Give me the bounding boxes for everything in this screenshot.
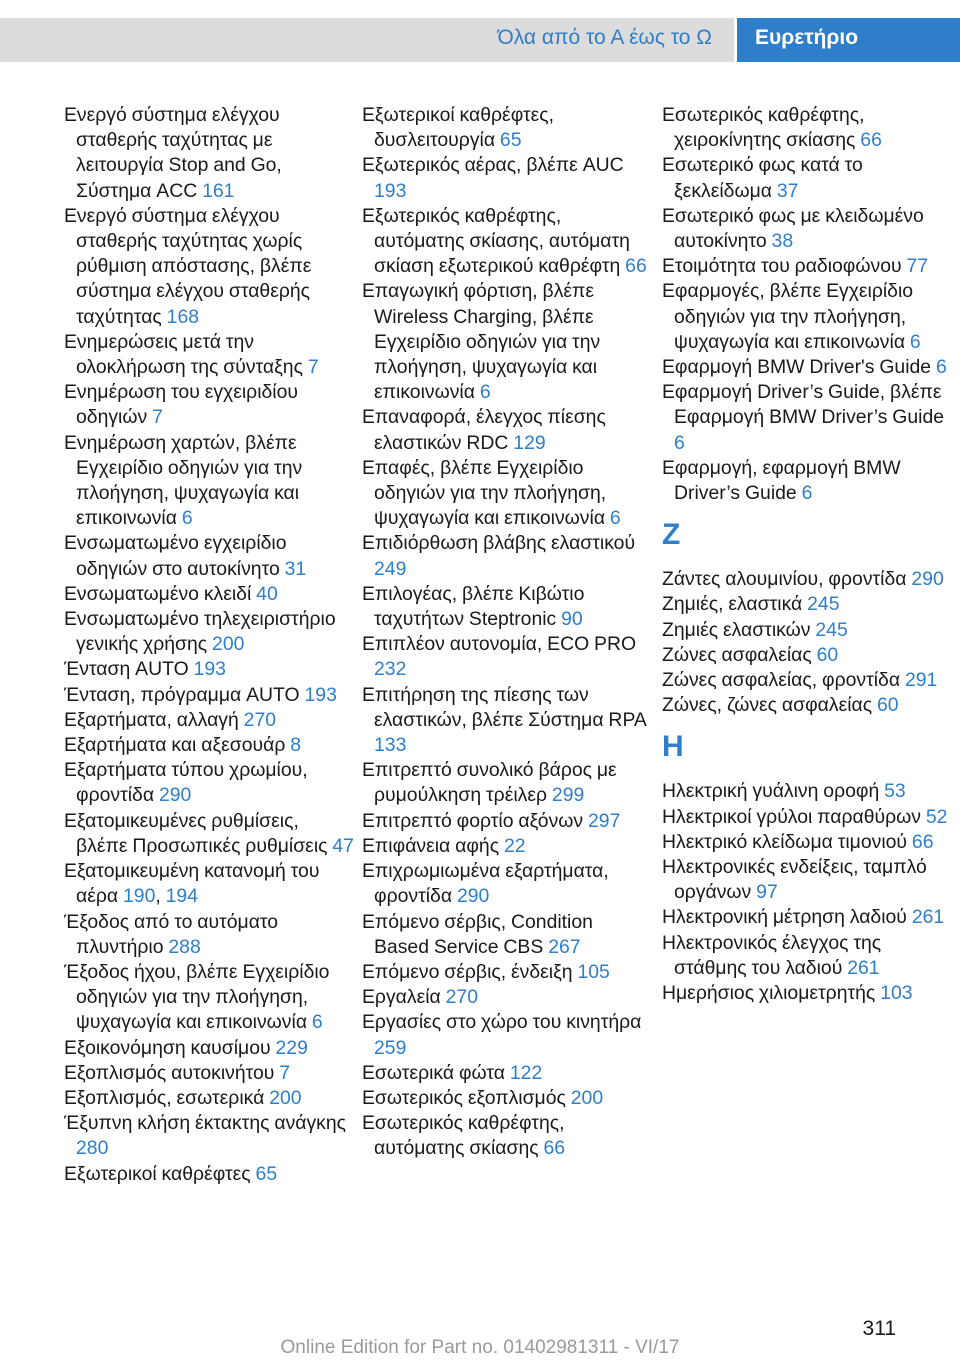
index-entry (662, 830, 952, 855)
index-entry-text: Εφαρμογή, εφαρμογή BMW Driver’s Guide (662, 456, 901, 505)
page-link[interactable]: 190 (123, 885, 156, 908)
page-link[interactable]: 65 (499, 129, 522, 152)
page-link[interactable]: 66 (911, 830, 934, 853)
index-entry-text: Επαναφορά, έλεγχος πίεσης ελαστικών RDC (362, 406, 606, 454)
page-link[interactable]: 200 (570, 1086, 604, 1109)
page-link[interactable]: 168 (166, 305, 200, 328)
index-entry (362, 1111, 652, 1161)
index-entry (362, 204, 652, 280)
page-link[interactable]: 52 (925, 805, 948, 828)
page-link[interactable]: 290 (456, 885, 490, 908)
page-link[interactable]: 193 (304, 683, 337, 706)
index-entry-text: Επαφές, βλέπε Εγχειρίδιο οδηγιών για την πλοήγηση, ψυχαγωγία και επικοινωνία (362, 456, 607, 530)
index-entry (662, 592, 952, 617)
index-entry: Εξατομικευμένη κατανομή του αέρα 190, 194 (64, 860, 320, 908)
index-entry (662, 103, 952, 153)
index-column-2 (362, 103, 652, 1162)
page-link[interactable]: 280 (76, 1137, 109, 1160)
index-entry (64, 1111, 354, 1161)
page-link[interactable]: 245 (815, 618, 848, 641)
page-link[interactable]: 193 (374, 179, 407, 202)
index-entry (662, 693, 952, 718)
index-entry (362, 910, 652, 960)
page-link[interactable]: 6 (909, 330, 921, 353)
page-link[interactable]: 6 (311, 1011, 323, 1034)
index-entry-text: Επιλογέας, βλέπε Κιβώτιο ταχυτήτων Steptronic (362, 582, 585, 631)
index-entry-text: Εξωτερικοί καθρέφτες (64, 1162, 251, 1185)
index-entry-text: Επόμενο σέρβις, Condition Based Service CBS (362, 910, 593, 958)
page-link[interactable]: 299 (551, 784, 585, 807)
page-link[interactable]: 6 (801, 482, 813, 505)
index-entry (64, 204, 354, 330)
index-entry (64, 330, 354, 380)
index-entry (362, 405, 652, 455)
index-entry-text: Ζώνες ασφαλείας (662, 643, 812, 666)
index-entry-text: Έξυπνη κλήση έκτακτης ανάγκης (64, 1112, 346, 1135)
page-link[interactable]: 267 (548, 935, 581, 958)
index-entry-text: Επαγωγική φόρτιση, βλέπε Wireless Charging, βλέπε Εγχειρίδιο οδηγιών για την πλοήγηση, ψυχαγωγία και επικοινωνία (362, 280, 601, 404)
index-entry (662, 355, 952, 380)
page-link[interactable]: 7 (307, 356, 319, 379)
page-link[interactable]: 6 (181, 507, 193, 530)
index-entry-text: Ενεργό σύστημα ελέγχου σταθερής ταχύτητας χωρίς ρύθμιση απόστασης, βλέπε σύστημα ελέγχου σταθερής ταχύτητας (64, 204, 312, 328)
page-link[interactable]: 65 (255, 1162, 278, 1185)
index-entry-text: Ζώνες ασφαλείας, φροντίδα (662, 669, 901, 692)
page-link[interactable]: 129 (513, 431, 546, 454)
index-entry (662, 931, 952, 981)
index-entry (662, 153, 952, 203)
section-tab-label: Όλα από το Α έως το Ω (497, 26, 712, 49)
page-link[interactable]: 7 (279, 1061, 291, 1084)
index-entry-text: Ζημιές ελαστικών (662, 618, 811, 641)
index-entry-text: Ενημέρωση χαρτών, βλέπε Εγχειρίδιο οδηγιών για την πλοήγηση, ψυχαγωγία και επικοινωνία (64, 431, 303, 530)
index-letter-heading: Ζ (662, 518, 681, 552)
index-entry (662, 567, 952, 592)
index-entry (64, 1162, 354, 1187)
index-entry (64, 103, 354, 204)
page-link[interactable]: 291 (904, 669, 938, 692)
index-entry-text: Ετοιμότητα του ραδιοφώνου (662, 255, 902, 278)
index-entry-text: Εξατομικευμένη κατανομή του αέρα (64, 860, 320, 908)
index-entry-text: Εσωτερικός καθρέφτης, χειροκίνητης σκίασης (662, 104, 865, 152)
index-entry (662, 254, 952, 279)
index-entry-text: Ηλεκτρικοί γρύλοι παραθύρων (662, 805, 921, 828)
index-entry-text: Εφαρμογή BMW Driver's Guide (662, 356, 932, 379)
index-entry-text: Εφαρμογές, βλέπε Εγχειρίδιο οδηγιών για την πλοήγηση, ψυχαγωγία και επικοινωνία (662, 280, 914, 353)
index-entry-text: Εξατομικευμένες ρυθμίσεις, βλέπε Προσωπικές ρυθμίσεις (64, 809, 328, 857)
page-link[interactable]: 37 (776, 179, 799, 202)
index-entry (64, 809, 354, 859)
page-link[interactable]: 229 (275, 1036, 308, 1059)
index-entry (64, 1086, 354, 1111)
index-entry (662, 380, 952, 456)
footer-edition: Online Edition for Part no. 01402981311 - VI/17 (280, 1337, 680, 1358)
index-entry-text: Εξωτερικοί καθρέφτες, δυσλειτουργία (362, 104, 555, 152)
index-entry-text: Εξοικονόμηση καυσίμου (64, 1036, 271, 1059)
index-entry-text: Εσωτερικός καθρέφτης, αυτόματης σκίασης (362, 1112, 565, 1160)
page-link[interactable]: 60 (816, 643, 839, 666)
index-entry-text: Ζάντες αλουμινίου, φροντίδα (662, 568, 907, 591)
page-link[interactable]: 53 (884, 780, 906, 803)
index-entry (362, 582, 652, 632)
page-link[interactable]: 66 (543, 1137, 566, 1160)
page-link[interactable]: 47 (332, 834, 354, 857)
page-link[interactable]: 270 (243, 708, 277, 731)
index-entry-text: Ηλεκτρονικές ενδείξεις, ταμπλό οργάνων (662, 856, 927, 904)
index-entry-text: Εργασίες στο χώρο του κινητήρα (362, 1011, 642, 1034)
page-link[interactable]: 200 (212, 633, 245, 656)
index-entry (662, 855, 952, 905)
index-entry-text: Εξοπλισμός, εσωτερικά (64, 1086, 265, 1109)
index-entry-text: Εξαρτήματα τύπου χρωμίου, φροντίδα (64, 759, 308, 807)
index-entry (64, 380, 354, 430)
index-entry (662, 618, 952, 643)
index-entry-text: Ημερήσιος χιλιομετρητής (662, 982, 876, 1005)
index-entry (64, 531, 354, 581)
index-entry (662, 981, 952, 1006)
index-entry (64, 431, 354, 532)
page-link[interactable]: 90 (561, 608, 583, 631)
page-link[interactable]: 97 (756, 881, 778, 904)
index-entry (64, 758, 354, 808)
index-entry-text: Εξοπλισμός αυτοκινήτου (64, 1061, 275, 1084)
index-entry (662, 779, 952, 804)
page-header (0, 0, 960, 62)
index-entry (362, 279, 652, 405)
page-link[interactable]: 60 (876, 694, 899, 717)
index-entry-text: Ένταση AUTO (64, 658, 189, 681)
index-entry-text: Εσωτερικά φώτα (362, 1061, 505, 1084)
index-entry (362, 758, 652, 808)
index-entry-text: Εφαρμογή Driver’s Guide, βλέπε Εφαρμογή BMW Driver’s Guide (662, 381, 945, 429)
index-entry-text: Ενσωματωμένο κλειδί (64, 582, 252, 605)
page-link[interactable]: 259 (374, 1036, 407, 1059)
index-entry-text: Επιδιόρθωση βλάβης ελαστικού (362, 532, 636, 555)
index-entry (362, 456, 652, 532)
index-entry (64, 910, 354, 960)
index-entry (362, 859, 652, 909)
index-entry-text: Ενσωματωμένο εγχειρίδιο οδηγιών στο αυτοκίνητο (64, 532, 287, 580)
page-link[interactable]: 232 (374, 658, 407, 681)
index-entry-text: Ηλεκτρική γυάλινη οροφή (662, 780, 880, 803)
index-entry-text: Επόμενο σέρβις, ένδειξη (362, 960, 573, 983)
index-entry-text: Ζημιές, ελαστικά (662, 593, 803, 616)
index-entry (662, 668, 952, 693)
page-link[interactable]: 105 (577, 960, 610, 983)
section-tab[interactable] (0, 18, 734, 62)
index-entry-text: Εσωτερικός εξοπλισμός (362, 1086, 566, 1109)
page-link[interactable]: 200 (269, 1086, 302, 1109)
index-entry-text: Εσωτερικό φως κατά το ξεκλείδωμα (662, 154, 863, 202)
index-entry (662, 905, 952, 930)
page-number: 311 (862, 1317, 896, 1340)
index-entry-text: Ζώνες, ζώνες ασφαλείας (662, 694, 873, 717)
page-link[interactable]: 194 (165, 885, 198, 908)
index-entry (362, 1086, 652, 1111)
index-entry-text: Επιτρεπτό φορτίο αξόνων (362, 809, 584, 832)
page-link[interactable]: 66 (860, 129, 882, 152)
index-tab-label: Ευρετήριο (755, 26, 859, 49)
index-entry (362, 960, 652, 985)
page-link[interactable]: 38 (771, 230, 794, 253)
page-link[interactable]: 270 (445, 986, 478, 1009)
index-entry-text: Επιτήρηση της πίεσης των ελαστικών, βλέπε Σύστημα RPA (362, 683, 646, 731)
page-link[interactable]: 8 (290, 734, 302, 757)
page-link[interactable]: 6 (609, 507, 621, 530)
index-column-3 (662, 103, 952, 1006)
page-link[interactable]: 122 (509, 1061, 543, 1084)
index-tab[interactable] (737, 18, 960, 62)
index-entry-text: Επιτρεπτό συνολικό βάρος με ρυμούλκηση τρέιλερ (362, 759, 617, 807)
index-entry (64, 708, 354, 733)
index-entry (362, 985, 652, 1010)
index-entry (362, 1061, 652, 1086)
index-column-1 (64, 103, 354, 1187)
index-entry (362, 103, 652, 153)
page-link[interactable]: 193 (193, 658, 226, 681)
index-entry (64, 1036, 354, 1061)
index-entry-text: Εσωτερικό φως με κλειδωμένο αυτοκίνητο (662, 204, 924, 253)
index-entry (64, 582, 354, 607)
index-entry (662, 805, 952, 830)
page-link[interactable]: 161 (202, 179, 235, 202)
page-link[interactable]: 290 (911, 568, 944, 591)
index-entry (362, 531, 652, 581)
page-link[interactable]: 40 (256, 582, 278, 605)
index-entry-text: Ενεργό σύστημα ελέγχου σταθερής ταχύτητας με λειτουργία Stop and Go, Σύστημα ACC (64, 104, 282, 202)
index-entry-text: Εργαλεία (362, 986, 441, 1009)
index-entry (64, 683, 354, 708)
index-entry (64, 1061, 354, 1086)
index-entry-text: Εξωτερικός καθρέφτης, αυτόματης σκίασης, αυτόματη σκίαση εξωτερικού καθρέφτη (362, 204, 630, 278)
page-link[interactable]: 77 (906, 255, 929, 278)
index-entry (662, 643, 952, 668)
page-link[interactable]: 297 (588, 809, 621, 832)
page-link[interactable]: 6 (479, 381, 491, 404)
index-entry (362, 153, 652, 203)
index-entry-text: Επιπλέον αυτονομία, ECO PRO (362, 633, 637, 656)
page-link[interactable]: 22 (503, 834, 526, 857)
page-link[interactable]: 31 (284, 557, 307, 580)
index-entry (662, 204, 952, 254)
page-link[interactable]: 261 (847, 956, 880, 979)
index-entry-text: Ενημερώσεις μετά την ολοκλήρωση της σύνταξης (64, 330, 303, 379)
page-link[interactable]: 261 (911, 906, 945, 929)
page-link[interactable]: 290 (158, 784, 192, 807)
index-entry-text: Εξαρτήματα και αξεσουάρ (64, 734, 286, 757)
index-entry-text: Έξοδος ήχου, βλέπε Εγχειρίδιο οδηγιών για την πλοήγηση, ψυχαγωγία και επικοινωνία (64, 960, 330, 1034)
index-entry-text: Εξαρτήματα, αλλαγή (64, 708, 239, 731)
index-entry (64, 607, 354, 657)
index-entry-text: Έξοδος από το αυτόματο πλυντήριο (64, 910, 279, 958)
index-entry (362, 834, 652, 859)
index-entry-text: Ενημέρωση του εγχειριδίου οδηγιών (64, 381, 298, 429)
index-entry (64, 657, 354, 682)
index-entry-text: Επιφάνεια αφής (362, 834, 500, 857)
page-link[interactable]: 249 (374, 557, 407, 580)
page-link[interactable]: 133 (374, 734, 407, 757)
index-entry (362, 1010, 652, 1060)
index-entry (362, 809, 652, 834)
index-entry (662, 279, 952, 355)
index-entry-text: Ένταση, πρόγραμμα AUTO (64, 683, 300, 706)
page-link[interactable]: 7 (152, 406, 163, 429)
index-entry (362, 683, 652, 759)
index-entry (362, 632, 652, 682)
page-link[interactable]: 6 (935, 356, 947, 379)
index-entry-text: Εξωτερικός αέρας, βλέπε AUC (362, 154, 624, 177)
index-entry (662, 456, 952, 506)
index-entry (64, 960, 354, 1036)
index-entry-text: Ηλεκτρικό κλείδωμα τιμονιού (662, 830, 908, 853)
index-entry-text: Ηλεκτρονικός έλεγχος της στάθμης του λαδιού (662, 931, 882, 979)
index-entry-text: Επιχρωμιωμένα εξαρτήματα, φροντίδα (362, 860, 609, 908)
page-link[interactable]: 66 (625, 255, 647, 278)
index-entry-text: Ηλεκτρονική μέτρηση λαδιού (662, 906, 907, 929)
page-link[interactable]: 245 (807, 593, 840, 616)
page-link[interactable]: 103 (880, 982, 913, 1005)
index-entry (64, 733, 354, 758)
index-letter-heading: Η (662, 730, 684, 764)
index-entry-text: Ενσωματωμένο τηλεχειριστήριο γενικής χρήσης (64, 608, 336, 656)
page-link[interactable]: 6 (674, 431, 685, 454)
page-link[interactable]: 288 (168, 935, 201, 958)
